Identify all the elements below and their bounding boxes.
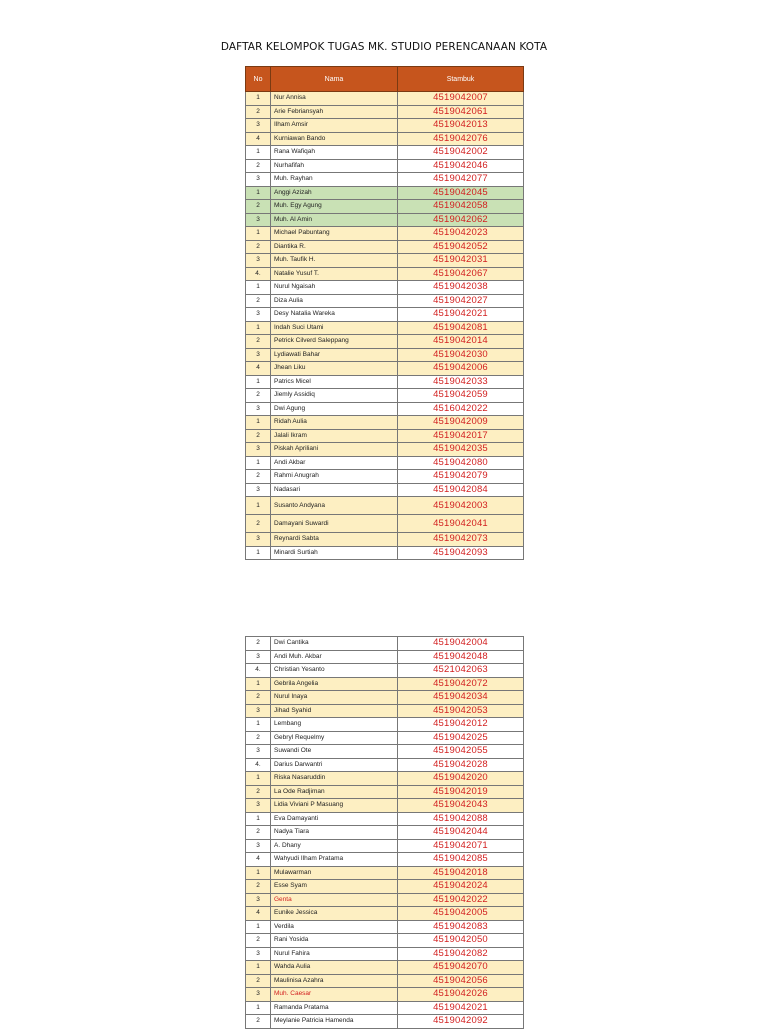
- cell-nama: Patrics Micel: [271, 375, 398, 389]
- cell-nama: Jhean Liku: [271, 362, 398, 376]
- cell-nama: Christian Yesanto: [271, 664, 398, 678]
- table-row: [246, 308, 524, 322]
- table-row: [246, 240, 524, 254]
- table-row: [246, 718, 524, 732]
- cell-nama: Andi Muh. Akbar: [271, 650, 398, 664]
- cell-no: 2: [246, 785, 271, 799]
- cell-no: 3: [246, 704, 271, 718]
- table-row: [246, 974, 524, 988]
- cell-nama: Jiemly Assidiq: [271, 389, 398, 403]
- cell-nama: Jalali Ikram: [271, 429, 398, 443]
- cell-no: 3: [246, 893, 271, 907]
- cell-nama: Minardi Surtiah: [271, 546, 398, 560]
- table-row: [246, 132, 524, 146]
- cell-stambuk: 4519042052: [398, 240, 524, 254]
- cell-no: 4: [246, 853, 271, 867]
- cell-no: 1: [246, 1001, 271, 1015]
- cell-no: 2: [246, 691, 271, 705]
- cell-no: 1: [246, 866, 271, 880]
- cell-no: 1: [246, 146, 271, 160]
- cell-nama: Reynardi Sabta: [271, 533, 398, 547]
- table-row: [246, 839, 524, 853]
- cell-stambuk: 4519042080: [398, 456, 524, 470]
- table-row: [246, 389, 524, 403]
- cell-no: 3: [246, 173, 271, 187]
- cell-no: 3: [246, 745, 271, 759]
- cell-no: 3: [246, 483, 271, 497]
- cell-stambuk: 4519042020: [398, 772, 524, 786]
- cell-nama: Kurniawan Bando: [271, 132, 398, 146]
- table-row: [246, 348, 524, 362]
- cell-stambuk: 4519042031: [398, 254, 524, 268]
- cell-no: 4: [246, 362, 271, 376]
- cell-nama: Rahmi Anugrah: [271, 470, 398, 484]
- cell-stambuk: 4519042081: [398, 321, 524, 335]
- cell-no: 1: [246, 497, 271, 515]
- table-row: [246, 1015, 524, 1029]
- header-no: No: [246, 67, 271, 92]
- table-row: [246, 186, 524, 200]
- cell-stambuk: 4519042061: [398, 105, 524, 119]
- cell-no: 1: [246, 456, 271, 470]
- cell-nama: Mulawarman: [271, 866, 398, 880]
- cell-nama: Maulinisa Azahra: [271, 974, 398, 988]
- cell-stambuk: 4519042030: [398, 348, 524, 362]
- table-row: [246, 146, 524, 160]
- table-row: [246, 826, 524, 840]
- cell-nama: Jihad Syahid: [271, 704, 398, 718]
- cell-stambuk: 4519042088: [398, 812, 524, 826]
- cell-stambuk: 4519042070: [398, 961, 524, 975]
- table-row: [246, 880, 524, 894]
- cell-no: 2: [246, 1015, 271, 1029]
- cell-nama: Piskah Apriliani: [271, 443, 398, 457]
- cell-no: 2: [246, 294, 271, 308]
- cell-no: 2: [246, 240, 271, 254]
- cell-stambuk: 4519042071: [398, 839, 524, 853]
- cell-stambuk: 4519042058: [398, 200, 524, 214]
- cell-no: 1: [246, 718, 271, 732]
- cell-no: 3: [246, 402, 271, 416]
- cell-no: 1: [246, 92, 271, 106]
- cell-no: 3: [246, 533, 271, 547]
- cell-no: 3: [246, 799, 271, 813]
- cell-nama: Diza Aulia: [271, 294, 398, 308]
- table-row: [246, 988, 524, 1002]
- cell-no: 4: [246, 907, 271, 921]
- group-table-1: [245, 66, 524, 560]
- cell-nama: Diantika R.: [271, 240, 398, 254]
- cell-nama: Genta: [271, 893, 398, 907]
- table-row: [246, 281, 524, 295]
- table-body-2: [246, 637, 524, 1029]
- cell-no: 3: [246, 308, 271, 322]
- table-row: [246, 429, 524, 443]
- cell-stambuk: 4519042005: [398, 907, 524, 921]
- cell-nama: Ramanda Pratama: [271, 1001, 398, 1015]
- cell-stambuk: 4519042076: [398, 132, 524, 146]
- page-title: DAFTAR KELOMPOK TUGAS MK. STUDIO PERENCANAAN KOTA: [220, 41, 548, 53]
- table-row: [246, 677, 524, 691]
- cell-nama: Eva Damayanti: [271, 812, 398, 826]
- table-row: [246, 362, 524, 376]
- cell-stambuk: 4519042012: [398, 718, 524, 732]
- cell-no: 2: [246, 429, 271, 443]
- cell-nama: Darius Darwantri: [271, 758, 398, 772]
- group-table-2: [245, 636, 524, 1029]
- cell-nama: Dwi Cantika: [271, 637, 398, 651]
- table-row: [246, 402, 524, 416]
- table-row: [246, 772, 524, 786]
- cell-no: 1: [246, 375, 271, 389]
- table-row: [246, 691, 524, 705]
- table-body-1: [246, 92, 524, 560]
- cell-no: 1: [246, 812, 271, 826]
- table-row: [246, 799, 524, 813]
- cell-no: 4.: [246, 758, 271, 772]
- cell-stambuk: 4519042018: [398, 866, 524, 880]
- cell-nama: Damayani Suwardi: [271, 515, 398, 533]
- cell-stambuk: 4519042009: [398, 416, 524, 430]
- cell-nama: Wahda Aulia: [271, 961, 398, 975]
- cell-no: 2: [246, 934, 271, 948]
- table-row: [246, 321, 524, 335]
- table-row: [246, 758, 524, 772]
- cell-stambuk: 4519042007: [398, 92, 524, 106]
- table-row: [246, 92, 524, 106]
- cell-no: 2: [246, 389, 271, 403]
- cell-no: 1: [246, 772, 271, 786]
- cell-nama: A. Dhany: [271, 839, 398, 853]
- table-row: [246, 785, 524, 799]
- cell-no: 2: [246, 974, 271, 988]
- cell-nama: Suwandi Ote: [271, 745, 398, 759]
- table-row: [246, 546, 524, 560]
- table-row: [246, 664, 524, 678]
- table-row: [246, 456, 524, 470]
- table-row: [246, 497, 524, 515]
- table-row: [246, 907, 524, 921]
- table-row: [246, 731, 524, 745]
- table-row: [246, 227, 524, 241]
- cell-nama: Muh. Egy Agung: [271, 200, 398, 214]
- cell-stambuk: 4516042022: [398, 402, 524, 416]
- cell-stambuk: 4519042067: [398, 267, 524, 281]
- cell-stambuk: 4519042073: [398, 533, 524, 547]
- table-row: [246, 533, 524, 547]
- cell-no: 3: [246, 947, 271, 961]
- table-row: [246, 294, 524, 308]
- cell-stambuk: 4519042013: [398, 119, 524, 133]
- cell-no: 3: [246, 213, 271, 227]
- cell-stambuk: 4519042082: [398, 947, 524, 961]
- cell-nama: Gebrila Angelia: [271, 677, 398, 691]
- cell-stambuk: 4519042046: [398, 159, 524, 173]
- table-row: [246, 335, 524, 349]
- cell-stambuk: 4519042048: [398, 650, 524, 664]
- cell-no: 2: [246, 159, 271, 173]
- cell-stambuk: 4521042063: [398, 664, 524, 678]
- table-row: [246, 254, 524, 268]
- table-row: [246, 934, 524, 948]
- cell-stambuk: 4519042085: [398, 853, 524, 867]
- cell-nama: Lidia Viviani P Masuang: [271, 799, 398, 813]
- table-row: [246, 947, 524, 961]
- table-row: [246, 470, 524, 484]
- cell-nama: Nurul Ngaisah: [271, 281, 398, 295]
- cell-nama: Susanto Andyana: [271, 497, 398, 515]
- cell-nama: Eunike Jessica: [271, 907, 398, 921]
- cell-stambuk: 4519042077: [398, 173, 524, 187]
- table-row: [246, 920, 524, 934]
- cell-stambuk: 4519042019: [398, 785, 524, 799]
- cell-no: 1: [246, 920, 271, 934]
- cell-nama: Andi Akbar: [271, 456, 398, 470]
- cell-stambuk: 4519042023: [398, 227, 524, 241]
- cell-nama: Rani Yosida: [271, 934, 398, 948]
- cell-no: 1: [246, 546, 271, 560]
- cell-stambuk: 4519042022: [398, 893, 524, 907]
- cell-no: 3: [246, 443, 271, 457]
- cell-nama: Nadya Tiara: [271, 826, 398, 840]
- cell-no: 1: [246, 677, 271, 691]
- cell-stambuk: 4519042050: [398, 934, 524, 948]
- cell-no: 2: [246, 105, 271, 119]
- cell-stambuk: 4519042093: [398, 546, 524, 560]
- cell-nama: Esse Syam: [271, 880, 398, 894]
- cell-no: 2: [246, 826, 271, 840]
- table-row: [246, 866, 524, 880]
- cell-no: 1: [246, 416, 271, 430]
- cell-no: 3: [246, 119, 271, 133]
- cell-nama: Muh. Rayhan: [271, 173, 398, 187]
- table-row: [246, 637, 524, 651]
- table-row: [246, 105, 524, 119]
- cell-nama: Verdila: [271, 920, 398, 934]
- cell-nama: Meylanie Patricia Hamenda: [271, 1015, 398, 1029]
- cell-nama: Indah Suci Utami: [271, 321, 398, 335]
- cell-no: 1: [246, 186, 271, 200]
- table-row: [246, 515, 524, 533]
- cell-no: 2: [246, 470, 271, 484]
- cell-no: 2: [246, 335, 271, 349]
- table-row: [246, 704, 524, 718]
- cell-no: 2: [246, 880, 271, 894]
- table-row: [246, 853, 524, 867]
- cell-nama: Muh. Taufik H.: [271, 254, 398, 268]
- cell-stambuk: 4519042084: [398, 483, 524, 497]
- cell-stambuk: 4519042059: [398, 389, 524, 403]
- cell-stambuk: 4519042028: [398, 758, 524, 772]
- cell-stambuk: 4519042044: [398, 826, 524, 840]
- cell-nama: Muh. Al Amin: [271, 213, 398, 227]
- cell-nama: Muh. Caesar: [271, 988, 398, 1002]
- cell-nama: Riska Nasaruddin: [271, 772, 398, 786]
- cell-nama: Nurul Inaya: [271, 691, 398, 705]
- table-row: [246, 119, 524, 133]
- cell-stambuk: 4519042045: [398, 186, 524, 200]
- cell-no: 2: [246, 515, 271, 533]
- cell-nama: Ilham Amsir: [271, 119, 398, 133]
- table-row: [246, 1001, 524, 1015]
- cell-stambuk: 4519042021: [398, 1001, 524, 1015]
- cell-stambuk: 4519042041: [398, 515, 524, 533]
- table-row: [246, 159, 524, 173]
- header-stambuk: Stambuk: [398, 67, 524, 92]
- cell-no: 2: [246, 637, 271, 651]
- table-row: [246, 812, 524, 826]
- cell-stambuk: 4519042038: [398, 281, 524, 295]
- cell-nama: Nurhafifah: [271, 159, 398, 173]
- cell-no: 3: [246, 254, 271, 268]
- cell-no: 4.: [246, 664, 271, 678]
- table-row: [246, 267, 524, 281]
- cell-no: 1: [246, 281, 271, 295]
- header-nama: Nama: [271, 67, 398, 92]
- cell-stambuk: 4519042014: [398, 335, 524, 349]
- cell-stambuk: 4519042034: [398, 691, 524, 705]
- cell-stambuk: 4519042083: [398, 920, 524, 934]
- table-row: [246, 893, 524, 907]
- cell-nama: Petrick Cilverd Saleppang: [271, 335, 398, 349]
- cell-stambuk: 4519042062: [398, 213, 524, 227]
- cell-stambuk: 4519042024: [398, 880, 524, 894]
- cell-stambuk: 4519042056: [398, 974, 524, 988]
- cell-stambuk: 4519042003: [398, 497, 524, 515]
- cell-nama: Nadasari: [271, 483, 398, 497]
- cell-stambuk: 4519042017: [398, 429, 524, 443]
- cell-stambuk: 4519042026: [398, 988, 524, 1002]
- cell-nama: La Ode Radjiman: [271, 785, 398, 799]
- cell-stambuk: 4519042055: [398, 745, 524, 759]
- cell-nama: Nurul Fahira: [271, 947, 398, 961]
- cell-stambuk: 4519042006: [398, 362, 524, 376]
- cell-stambuk: 4519042002: [398, 146, 524, 160]
- cell-nama: Anggi Azizah: [271, 186, 398, 200]
- cell-nama: Nur Annisa: [271, 92, 398, 106]
- cell-stambuk: 4519042035: [398, 443, 524, 457]
- cell-stambuk: 4519042004: [398, 637, 524, 651]
- table-row: [246, 443, 524, 457]
- table-row: [246, 961, 524, 975]
- cell-no: 1: [246, 321, 271, 335]
- cell-nama: Natalie Yusuf T.: [271, 267, 398, 281]
- table-row: [246, 745, 524, 759]
- table-row: [246, 483, 524, 497]
- cell-stambuk: 4519042033: [398, 375, 524, 389]
- cell-nama: Gebryl Requelmy: [271, 731, 398, 745]
- table-row: [246, 213, 524, 227]
- cell-no: 2: [246, 731, 271, 745]
- table-row: [246, 173, 524, 187]
- cell-nama: Arie Febriansyah: [271, 105, 398, 119]
- cell-no: 3: [246, 650, 271, 664]
- cell-no: 1: [246, 227, 271, 241]
- cell-nama: Lydiawati Bahar: [271, 348, 398, 362]
- cell-stambuk: 4519042072: [398, 677, 524, 691]
- cell-nama: Michael Pabuntang: [271, 227, 398, 241]
- table-header-row: [246, 67, 524, 92]
- cell-stambuk: 4519042053: [398, 704, 524, 718]
- cell-stambuk: 4519042043: [398, 799, 524, 813]
- cell-nama: Ridah Aulia: [271, 416, 398, 430]
- cell-stambuk: 4519042092: [398, 1015, 524, 1029]
- cell-nama: Lembang: [271, 718, 398, 732]
- table-row: [246, 375, 524, 389]
- table-row: [246, 650, 524, 664]
- cell-stambuk: 4519042021: [398, 308, 524, 322]
- cell-nama: Desy Natalia Wareka: [271, 308, 398, 322]
- cell-nama: Rana Wafiqah: [271, 146, 398, 160]
- cell-no: 3: [246, 988, 271, 1002]
- cell-stambuk: 4519042079: [398, 470, 524, 484]
- cell-stambuk: 4519042025: [398, 731, 524, 745]
- cell-stambuk: 4519042027: [398, 294, 524, 308]
- cell-no: 3: [246, 839, 271, 853]
- cell-no: 3: [246, 348, 271, 362]
- table-row: [246, 200, 524, 214]
- cell-nama: Wahyudi Ilham Pratama: [271, 853, 398, 867]
- cell-no: 4: [246, 132, 271, 146]
- cell-no: 1: [246, 961, 271, 975]
- cell-nama: Dwi Agung: [271, 402, 398, 416]
- cell-no: 2: [246, 200, 271, 214]
- table-row: [246, 416, 524, 430]
- cell-no: 4.: [246, 267, 271, 281]
